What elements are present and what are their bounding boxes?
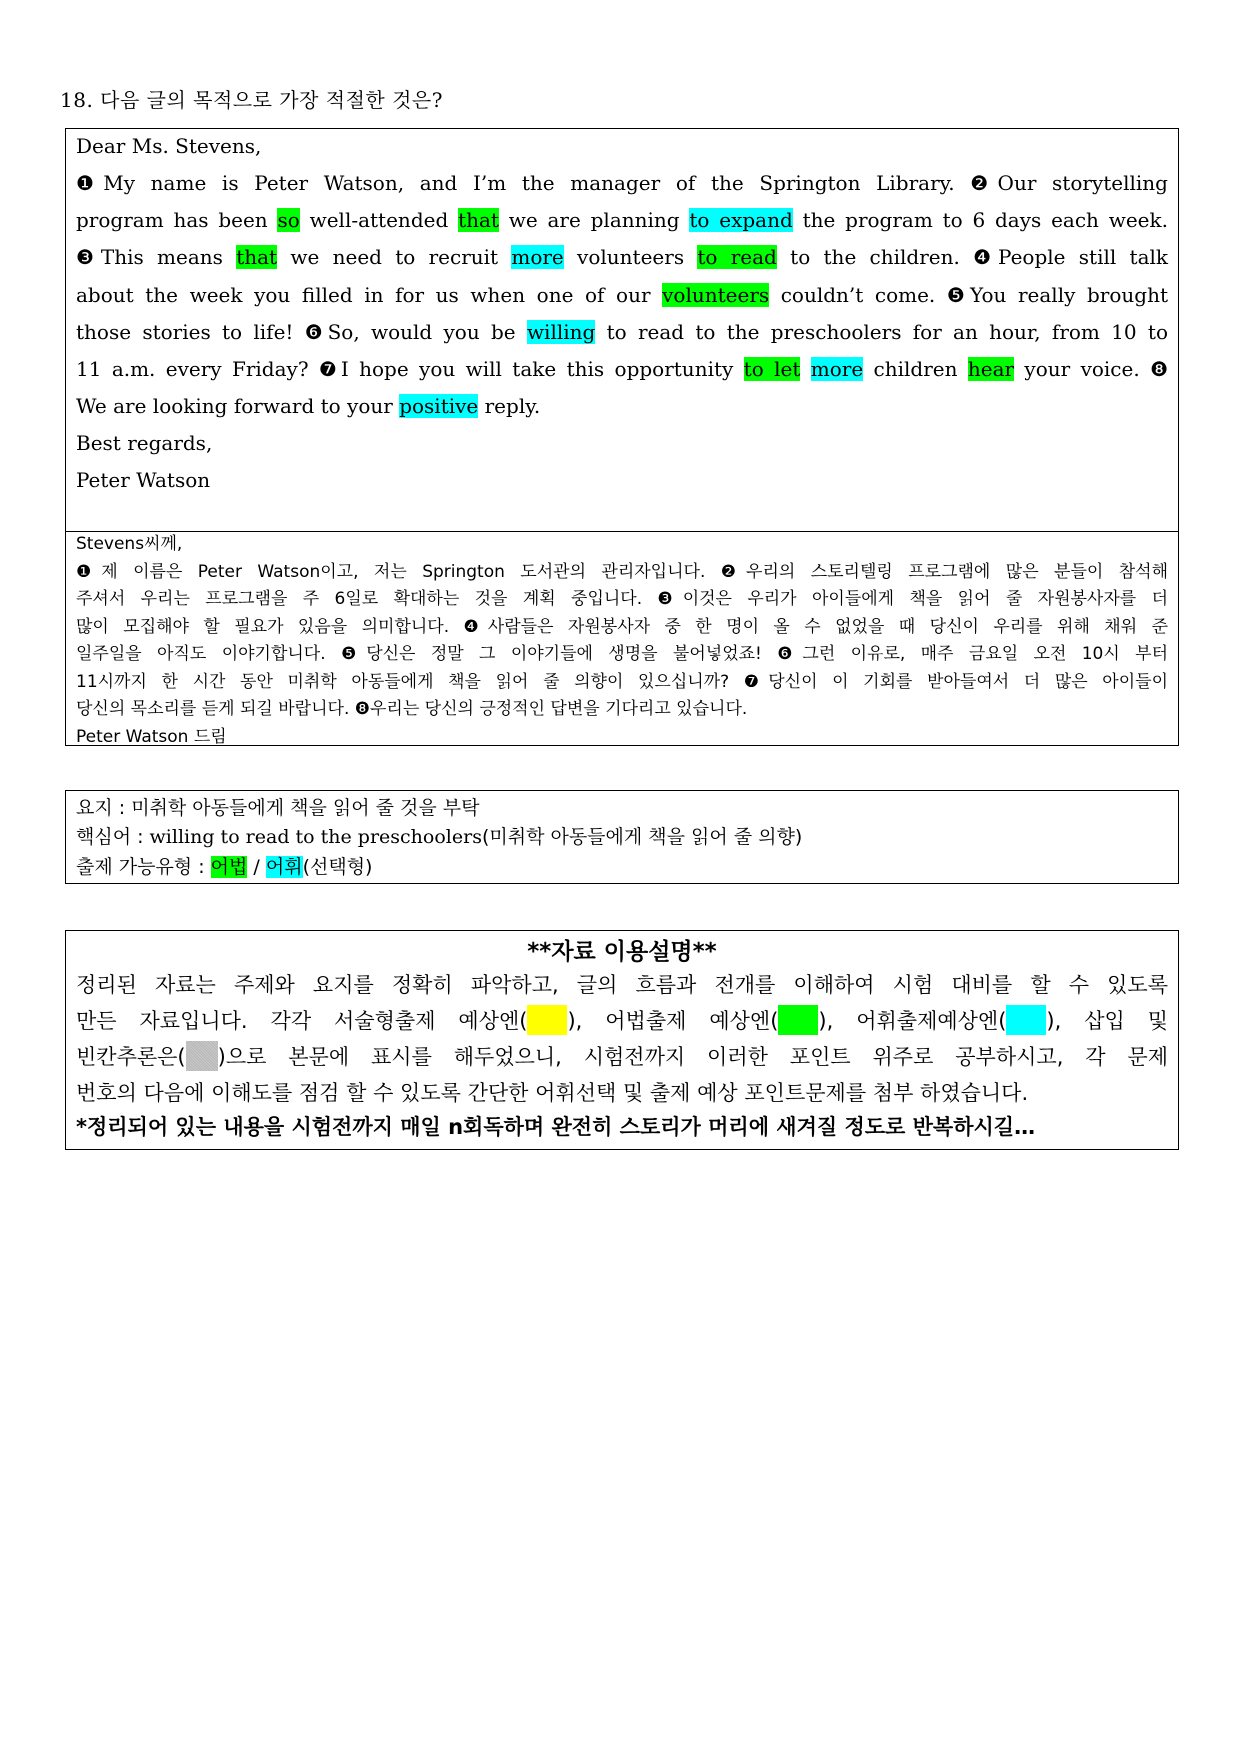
vocab-highlight: more [511, 245, 564, 269]
keyword-english: willing to read to the preschoolers [149, 826, 482, 848]
guide-text: 만든 자료입니다. 각각 서술형출제 예상엔( [76, 1009, 528, 1033]
guide-text: )으로 본문에 표시를 해두었으니, 시험전까지 이러한 포인트 위주로 공부하시고, 각 문제 [217, 1045, 1168, 1069]
keyword-label: 핵심어 : [76, 826, 150, 848]
type-note: (선택형) [302, 856, 373, 878]
english-passage [76, 129, 1168, 531]
guide-text: 빈칸추론은( [76, 1045, 186, 1069]
grammar-swatch [778, 1005, 818, 1035]
guide-text: ), 어법출제 예상엔( [567, 1009, 779, 1033]
guide-line [76, 1003, 1168, 1039]
passage-closing: Best regards, [76, 431, 213, 455]
grammar-highlight: so [277, 208, 300, 232]
passage-line: 11 a.m. every Friday? ❼I hope you will take this opportunity to let more children hear your voice. ❽ [76, 357, 1168, 381]
translation-line: 11시까지 한 시간 동안 미취학 아동들에게 책을 읽어 줄 의향이 있으십니까? ❼당신이 이 기회를 받아들여서 더 많은 아이들이 [76, 671, 1168, 692]
types-label: 출제 가능유형 : [76, 856, 211, 878]
vocab-highlight: positive [399, 394, 479, 418]
translation-line: ❶제 이름은 Peter Watson이고, 저는 Springton 도서관의 관리자입니다. ❷우리의 스토리텔링 프로그램에 많은 분들이 참석해 [76, 561, 1168, 582]
guide-title: **자료 이용설명** [527, 939, 717, 965]
passage-line: program has been so well-attended that we are planning to expand the program to 6 days each week. [76, 208, 1168, 232]
guide-line [76, 1039, 1168, 1075]
grammar-highlight: to read [697, 245, 777, 269]
usage-guide-box [65, 930, 1179, 1150]
type-vocab-badge: 어휘 [265, 856, 303, 878]
passage-greeting: Dear Ms. Stevens, [76, 134, 262, 158]
passage-line: those stories to life! ❻So, would you be willing to read to the preschoolers for an hour, from 10 to [76, 320, 1168, 344]
grammar-highlight: volunteers [662, 283, 770, 307]
grammar-highlight: that [236, 245, 278, 269]
translation-line: 많이 모집해야 할 필요가 있음을 의미합니다. ❹사람들은 자원봉사자 중 한 명이 올 수 없었을 때 당신이 우리를 위해 채워 준 [76, 616, 1168, 637]
keyword-row [76, 822, 802, 852]
passage-line: We are looking forward to your positive reply. [76, 394, 541, 418]
gist-label: 요지 : [76, 797, 132, 819]
writing-swatch [527, 1005, 567, 1035]
guide-emphasis-line: *정리되어 있는 내용을 시험전까지 매일 n회독하며 완전히 스토리가 머리에 새겨질 정도로 반복하시길… [76, 1115, 1036, 1139]
translation-line: 당신의 목소리를 듣게 되길 바랍니다. ❽우리는 당신의 긍정적인 답변을 기다리고 있습니다. [76, 699, 748, 719]
passage-box [65, 128, 1179, 746]
vocab-highlight: willing [526, 320, 596, 344]
keyword-korean: (미취학 아동들에게 책을 읽어 줄 의향) [481, 826, 803, 848]
passage-signature: Peter Watson [76, 468, 211, 492]
guide-line: 정리된 자료는 주제와 요지를 정확히 파악하고, 글의 흐름과 전개를 이해하여 시험 대비를 할 수 있도록 [76, 973, 1168, 997]
guide-line: 번호의 다음에 이해도를 점검 할 수 있도록 간단한 어휘선택 및 출제 예상 포인트문제를 첨부 하였습니다. [76, 1081, 1029, 1105]
translation-signature: Peter Watson 드림 [76, 726, 227, 747]
guide-text: ), 삽입 및 [1046, 1009, 1168, 1033]
vocab-highlight: more [810, 357, 864, 381]
passage-line: ❸This means that we need to recruit more volunteers to read to the children. ❹People still talk [76, 245, 1169, 269]
passage-line: about the week you filled in for us when one of our volunteers couldn’t come. ❺You really brought [76, 283, 1168, 307]
guide-text: ), 어휘출제예상엔( [818, 1009, 1007, 1033]
gist-row [76, 793, 479, 823]
translation-line: 주셔서 우리는 프로그램을 주 6일로 확대하는 것을 계획 중입니다. ❸이것은 우리가 아이들에게 책을 읽어 줄 자원봉사자를 더 [76, 589, 1168, 609]
vocab-swatch [1006, 1005, 1046, 1035]
question-title: 18. 다음 글의 목적으로 가장 적절한 것은? [60, 88, 443, 112]
korean-translation [76, 531, 1168, 751]
grammar-highlight: hear [967, 357, 1015, 381]
vocab-highlight: to expand [689, 208, 793, 232]
blank-swatch [186, 1041, 218, 1071]
type-grammar-badge: 어법 [210, 856, 248, 878]
translation-line: 일주일을 아직도 이야기합니다. ❺당신은 정말 그 이야기들에 생명을 불어넣었죠! ❻그런 이유로, 매주 금요일 오전 10시 부터 [76, 644, 1168, 664]
question-types-row [76, 852, 372, 882]
summary-box [65, 790, 1179, 884]
gist-text: 미취학 아동들에게 책을 읽어 줄 것을 부탁 [131, 797, 480, 819]
grammar-highlight: to let [743, 357, 801, 381]
passage-line: ❶My name is Peter Watson, and I’m the manager of the Springton Library. ❷Our storytelling [76, 171, 1168, 195]
grammar-highlight: that [458, 208, 499, 232]
translation-greeting: Stevens씨께, [76, 534, 183, 554]
type-separator: / [247, 856, 266, 878]
